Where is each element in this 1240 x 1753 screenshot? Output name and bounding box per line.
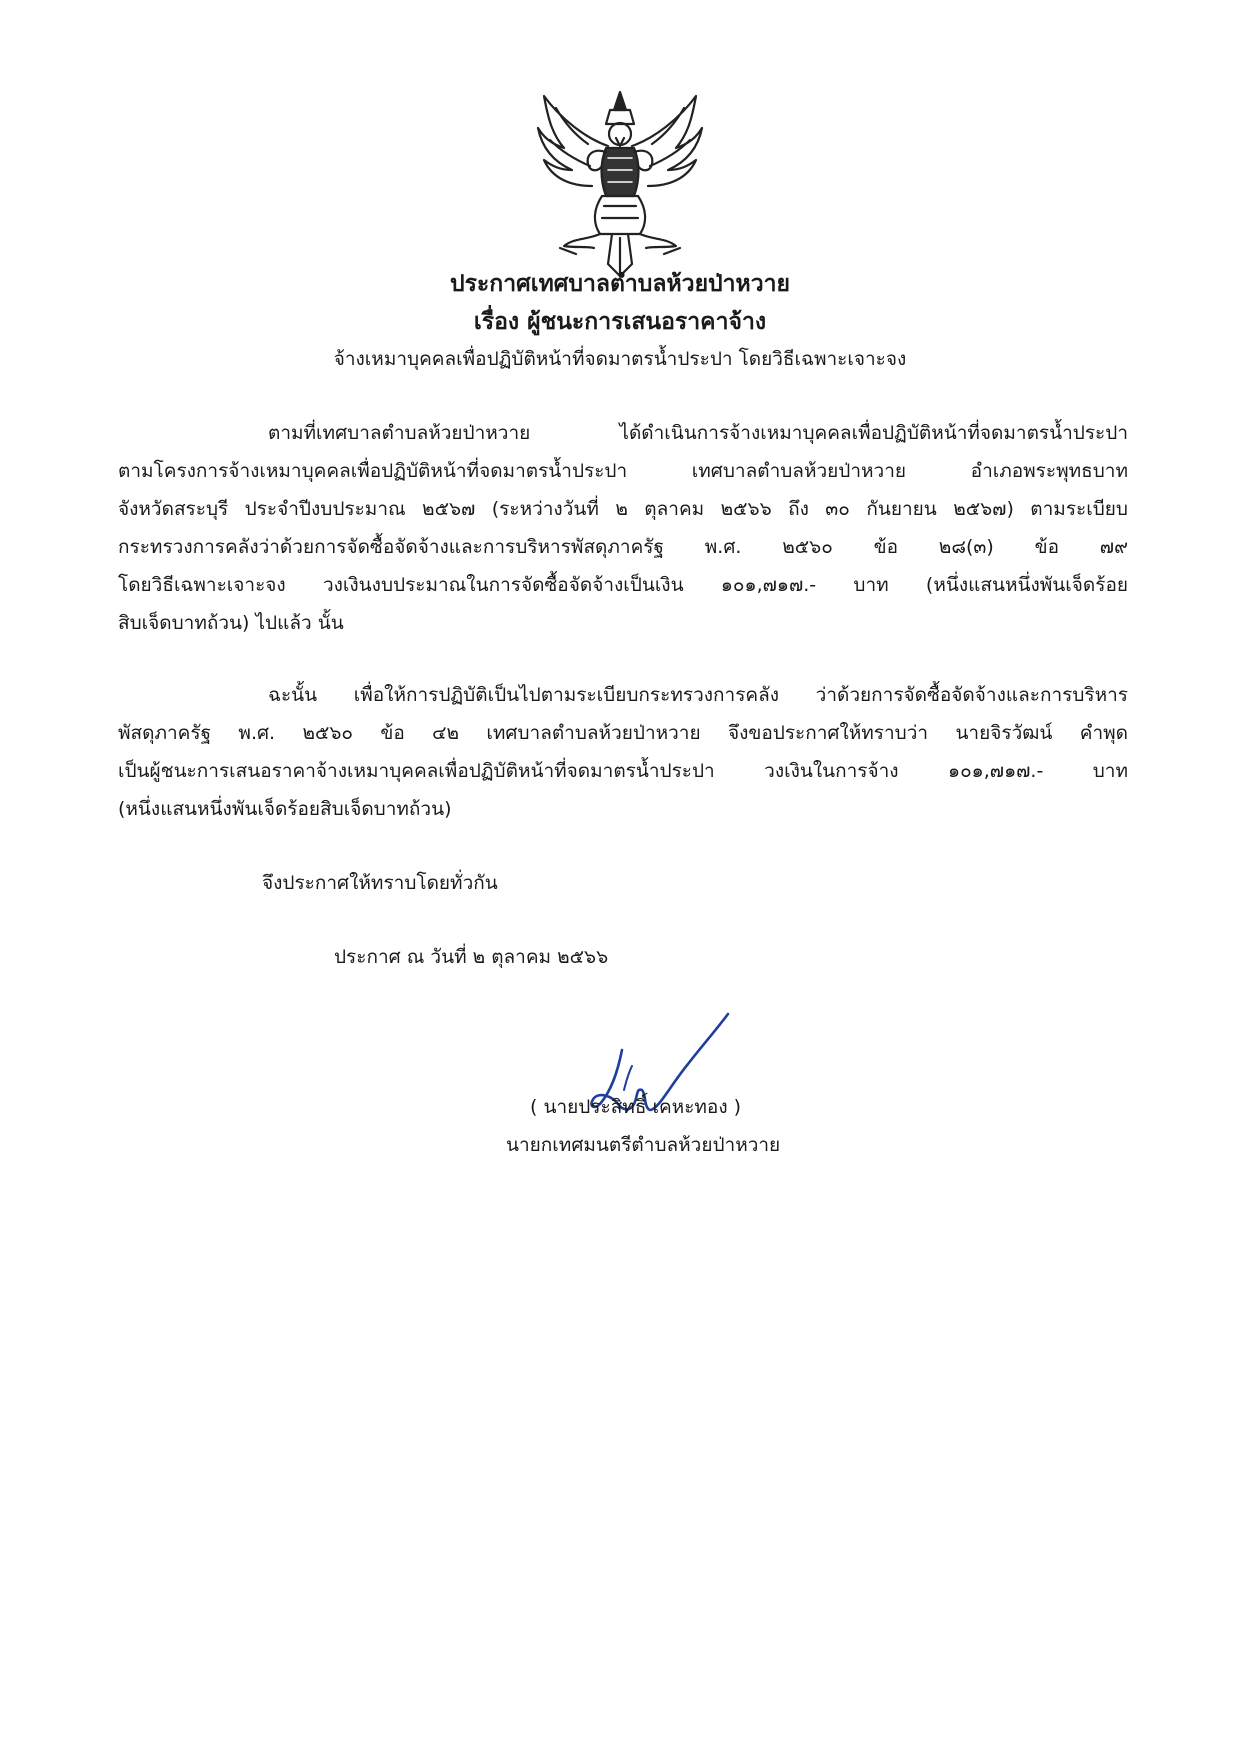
closing-statement: จึงประกาศให้ทราบโดยทั่วกัน — [262, 872, 498, 894]
paragraph1-line1: ตามที่เทศบาลตำบลห้วยป่าหวาย ได้ดำเนินการจ้างเหมาบุคคลเพื่อปฏิบัติหน้าที่จดมาตรน้ำประปา — [268, 422, 1128, 444]
announcement-description: จ้างเหมาบุคคลเพื่อปฏิบัติหน้าที่จดมาตรน้ำประปา โดยวิธีเฉพาะเจาะจง — [333, 348, 907, 370]
announcement-title: ประกาศเทศบาลตำบลห้วยป่าหวาย — [449, 271, 791, 297]
signatory-name: ( นายประสิทธิ์ เคหะทอง ) — [530, 1096, 742, 1118]
paragraph1-line3: จังหวัดสระบุรี ประจำปีงบประมาณ ๒๕๖๗ (ระหว่างวันที่ ๒ ตุลาคม ๒๕๖๖ ถึง ๓๐ กันยายน ๒๕๖๗) ตามระเบียบ — [118, 498, 1128, 520]
garuda-emblem-icon — [530, 88, 710, 280]
paragraph2-line2: พัสดุภาครัฐ พ.ศ. ๒๕๖๐ ข้อ ๔๒ เทศบาลตำบลห้วยป่าหวาย จึงขอประกาศให้ทราบว่า นายจิรวัฒน์ คำพุด — [118, 722, 1128, 744]
signatory-position: นายกเทศมนตรีตำบลห้วยป่าหวาย — [506, 1134, 781, 1156]
paragraph1-line6: สิบเจ็ดบาทถ้วน) ไปแล้ว นั้น — [118, 612, 344, 634]
paragraph1-line4: กระทรวงการคลังว่าด้วยการจัดซื้อจัดจ้างและการบริหารพัสดุภาครัฐ พ.ศ. ๒๕๖๐ ข้อ ๒๘(๓) ข้อ ๗๙ — [118, 536, 1128, 558]
paragraph2-line4: (หนึ่งแสนหนึ่งพันเจ็ดร้อยสิบเจ็ดบาทถ้วน) — [118, 798, 452, 820]
announcement-subject: เรื่อง ผู้ชนะการเสนอราคาจ้าง — [473, 309, 767, 335]
paragraph1-line5: โดยวิธีเฉพาะเจาะจง วงเงินงบประมาณในการจัดซื้อจัดจ้างเป็นเงิน ๑๐๑,๗๑๗.- บาท (หนึ่งแสนหนึ่งพันเจ็ดร้อย — [118, 574, 1128, 596]
announcement-date: ประกาศ ณ วันที่ ๒ ตุลาคม ๒๕๖๖ — [334, 946, 609, 968]
paragraph1-line2: ตามโครงการจ้างเหมาบุคคลเพื่อปฏิบัติหน้าที่จดมาตรน้ำประปา เทศบาลตำบลห้วยป่าหวาย อำเภอพระพุทธบาท — [118, 460, 1128, 482]
paragraph2-line1: ฉะนั้น เพื่อให้การปฏิบัติเป็นไปตามระเบียบกระทรวงการคลัง ว่าด้วยการจัดซื้อจัดจ้างและการบริหาร — [268, 684, 1128, 706]
paragraph2-line3: เป็นผู้ชนะการเสนอราคาจ้างเหมาบุคคลเพื่อปฏิบัติหน้าที่จดมาตรน้ำประปา วงเงินในการจ้าง ๑๐๑,๗๑๗.- บาท — [118, 760, 1128, 782]
